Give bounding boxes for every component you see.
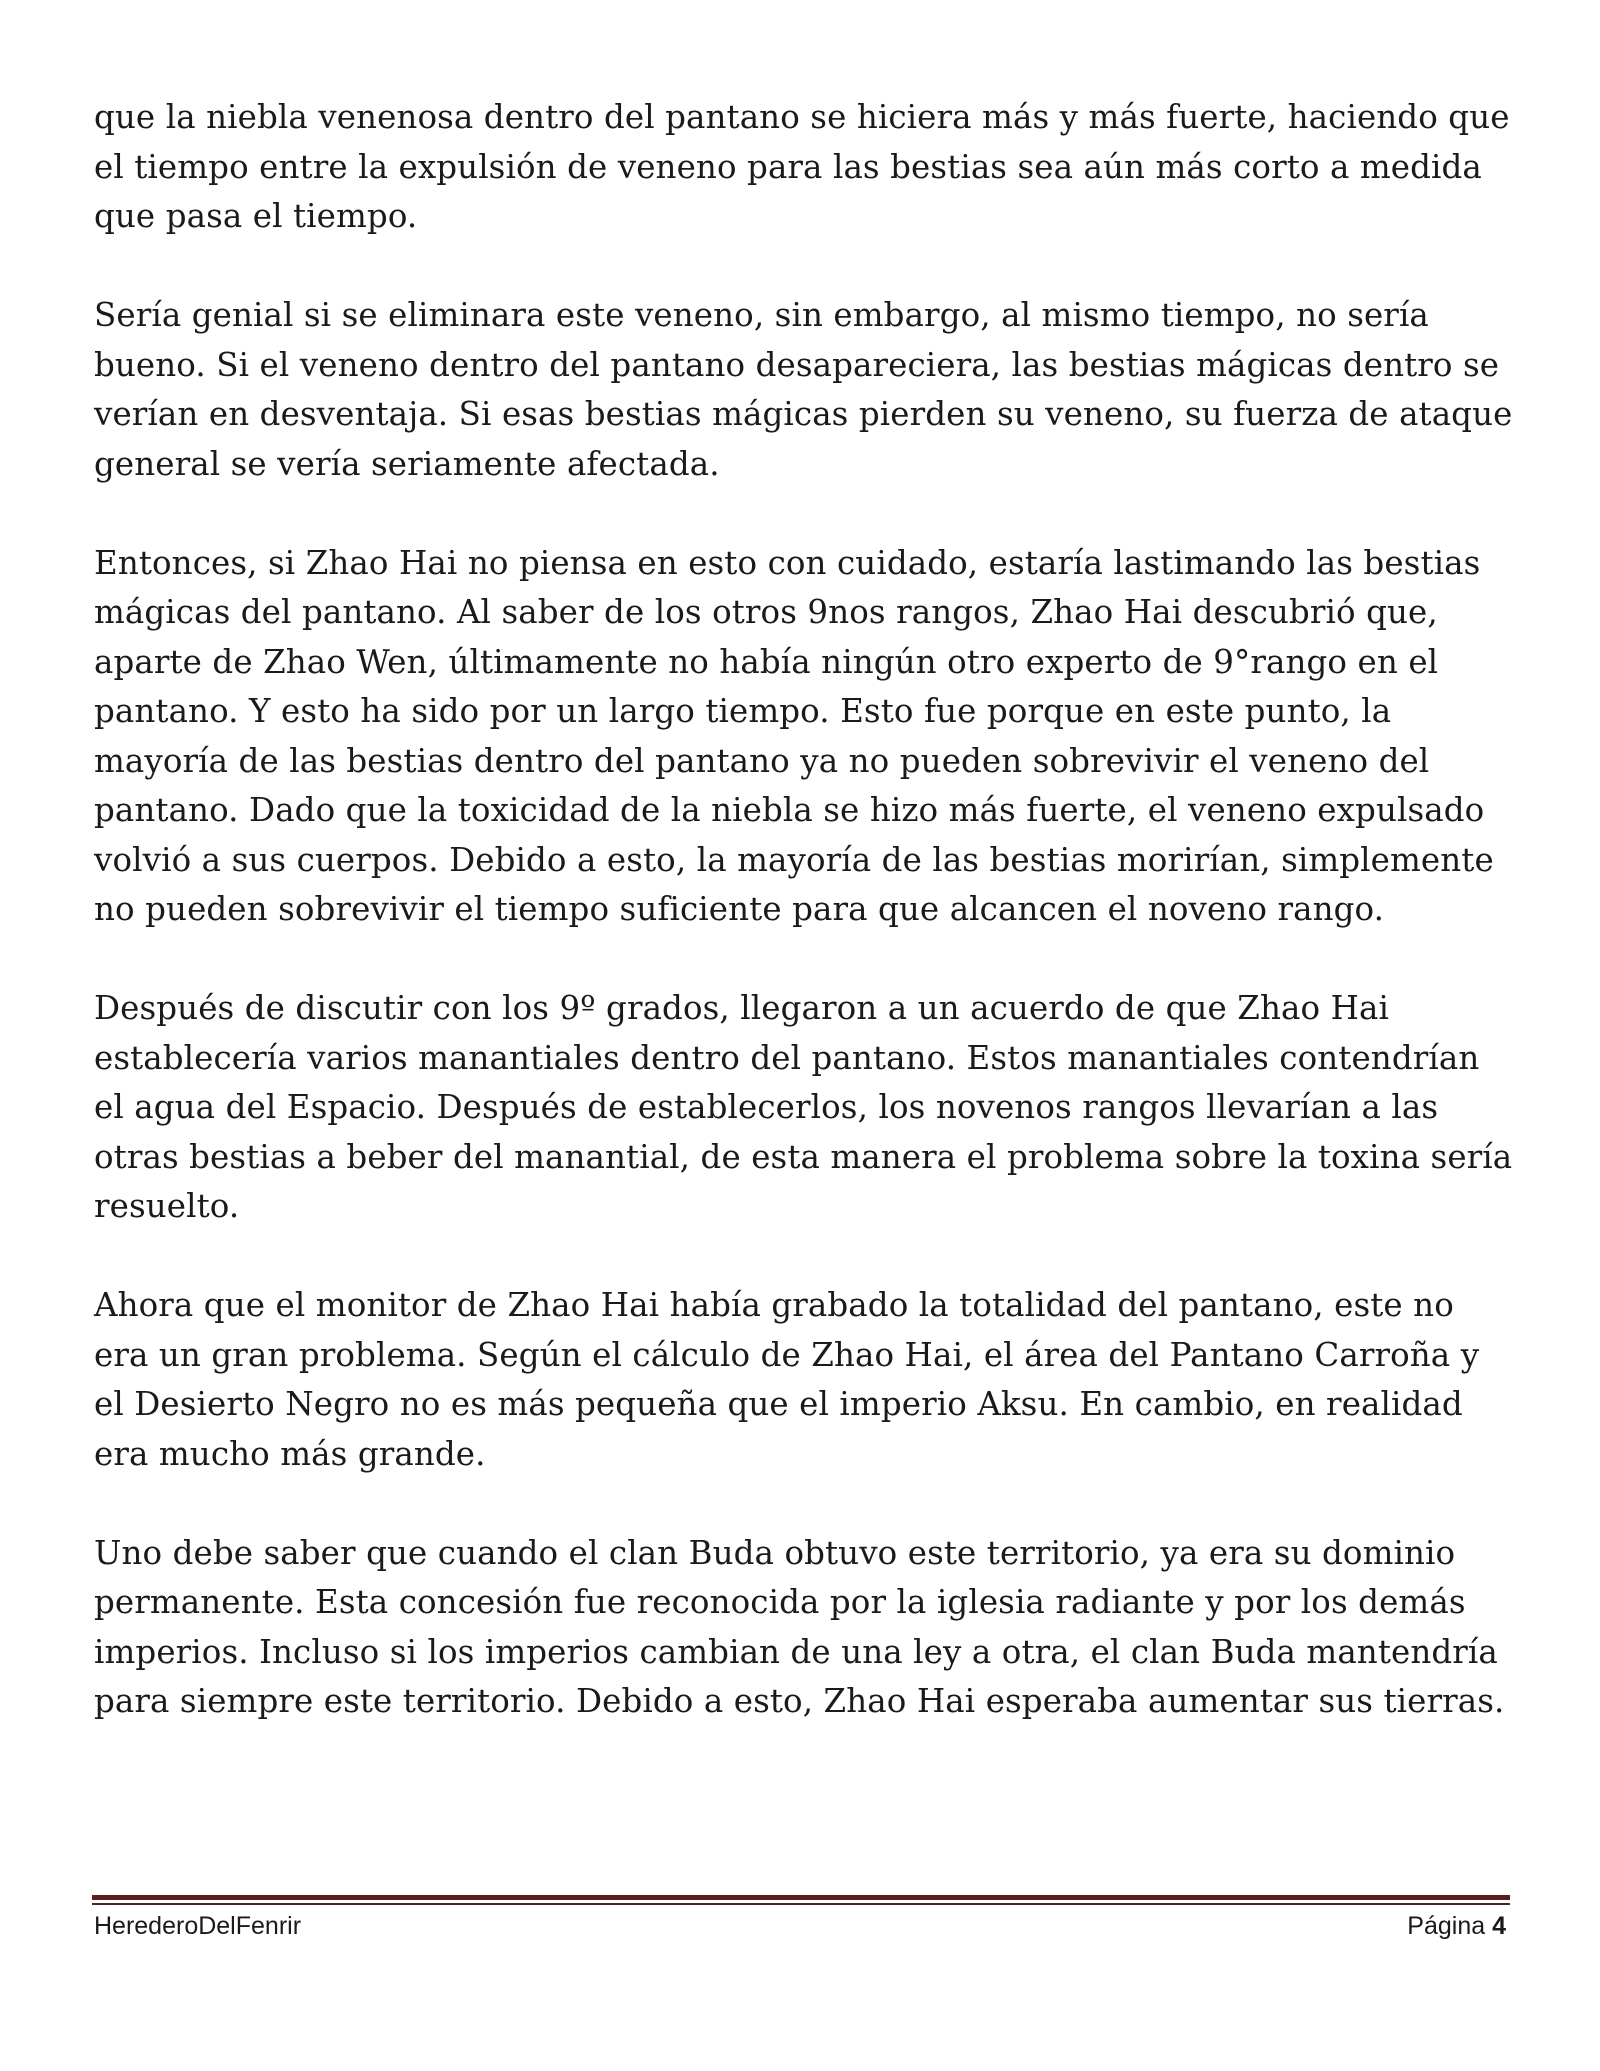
paragraph: Sería genial si se eliminara este veneno, sin embargo, al mismo tiempo, no sería bueno. Si el veneno dentro del pantano desapareciera, las bestias mágicas dentro se verían en desventaja. Si esas bestias mágicas pierden su veneno, su fuerza de ataque general se vería seriamente afectada. [94, 296, 1513, 483]
paragraph: Uno debe saber que cuando el clan Buda obtuvo este territorio, ya era su dominio permanente. Esta concesión fue reconocida por la iglesia radiante y por los demás imperios. Incluso si los imperios cambian de una ley a otra, el clan Buda mantendría para siempre este territorio. Debido a esto, Zhao Hai esperaba aumentar sus tierras. [94, 1533, 1505, 1720]
footer-rule-thick [92, 1895, 1510, 1900]
footer-rule-thin [92, 1903, 1510, 1905]
body-text [94, 93, 1514, 1727]
paragraph: Ahora que el monitor de Zhao Hai había grabado la totalidad del pantano, este no era un gran problema. Según el cálculo de Zhao Hai, el área del Pantano Carroña y el Desierto Negro no es más pequeña que el imperio Aksu. En cambio, en realidad era mucho más grande. [94, 1286, 1480, 1473]
footer-author: HerederoDelFenrir [94, 1912, 302, 1940]
page-label: Página [1407, 1912, 1486, 1940]
paragraph: Después de discutir con los 9º grados, llegaron a un acuerdo de que Zhao Hai establecería varios manantiales dentro del pantano. Estos manantiales contendrían el agua del Espacio. Después de establecerlos, los novenos rangos llevarían a las otras bestias a beber del manantial, de esta manera el problema sobre la toxina sería resuelto. [94, 989, 1513, 1225]
paragraph: Entonces, si Zhao Hai no piensa en esto con cuidado, estaría lastimando las bestias mágicas del pantano. Al saber de los otros 9nos rangos, Zhao Hai descubrió que, aparte de Zhao Wen, últimamente no había ningún otro experto de 9°rango en el pantano. Y esto ha sido por un largo tiempo. Esto fue porque en este punto, la mayoría de las bestias dentro del pantano ya no pueden sobrevivir el veneno del pantano. Dado que la toxicidad de la niebla se hizo más fuerte, el veneno expulsado volvió a sus cuerpos. Debido a esto, la mayoría de las bestias morirían, simplemente no pueden sobrevivir el tiempo suficiente para que alcancen el noveno rango. [94, 543, 1494, 928]
page-number: 4 [1492, 1912, 1506, 1940]
footer-page-number [1407, 1912, 1506, 1941]
paragraph: que la niebla venenosa dentro del pantano se hiciera más y más fuerte, haciendo que el tiempo entre la expulsión de veneno para las bestias sea aún más corto a medida que pasa el tiempo. [94, 98, 1510, 235]
